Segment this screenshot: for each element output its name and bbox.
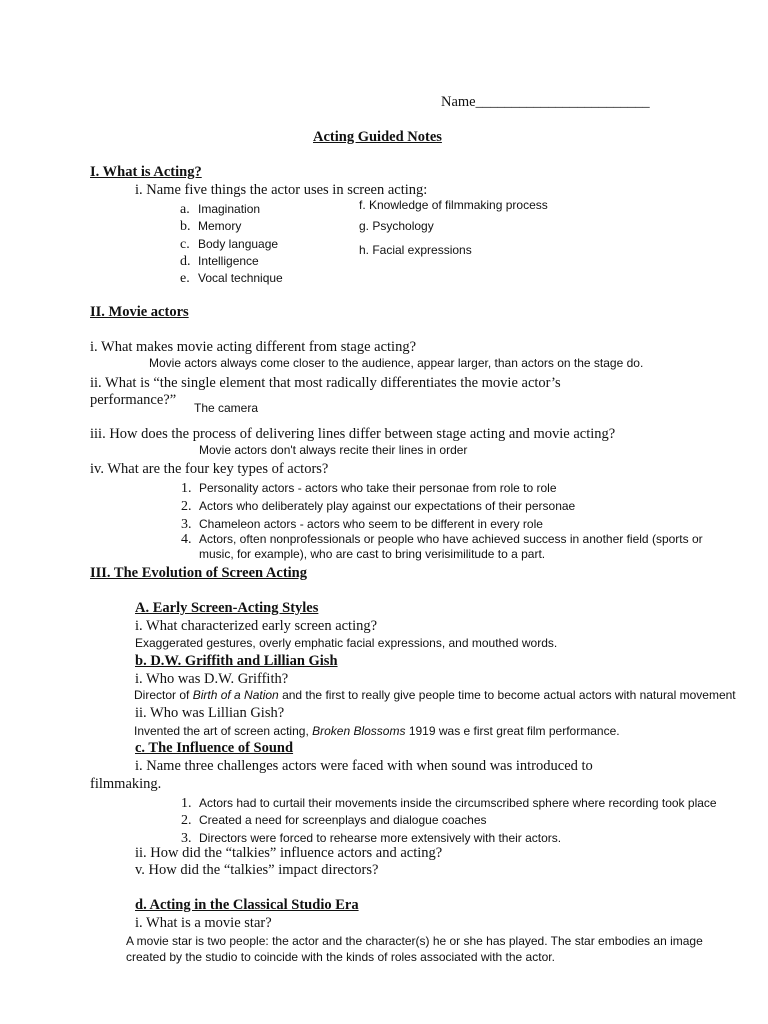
list-marker: 2.	[181, 813, 192, 828]
list-text: Vocal technique	[198, 271, 283, 285]
list-marker: 4.	[181, 532, 192, 547]
question-3d-1: i. What is a movie star?	[135, 915, 272, 931]
film-title: Birth of a Nation	[192, 688, 279, 702]
list-item	[181, 532, 721, 563]
list-item: g. Psychology	[359, 219, 434, 233]
list-marker: e.	[180, 271, 190, 286]
list-marker: a.	[180, 202, 190, 217]
question-2-1: i. What makes movie acting different from stage acting?	[90, 339, 417, 355]
answer-text: Director of	[134, 688, 193, 702]
answer-3b-1	[134, 688, 736, 702]
list-text: Intelligence	[198, 254, 259, 268]
question-3c-1-line2: filmmaking.	[90, 776, 162, 792]
name-field: Name________________________	[441, 94, 650, 110]
list-item	[181, 496, 575, 516]
question-2-2-line2: performance?”	[90, 392, 177, 408]
list-marker: 3.	[181, 517, 192, 532]
list-text: Created a need for screenplays and dialogue coaches	[199, 813, 487, 827]
list-marker: d.	[180, 254, 191, 269]
list-text: Body language	[198, 237, 279, 251]
question-2-4: iv. What are the four key types of actors?	[90, 461, 329, 477]
subsection-heading-b: b. D.W. Griffith and Lillian Gish	[135, 653, 338, 669]
answer-text: Invented the art of screen acting,	[134, 724, 313, 738]
answer-3d-1-line1: A movie star is two people: the actor and the character(s) he or she has played. The star embodies an image	[126, 934, 703, 948]
list-text: Personality actors - actors who take their personae from role to role	[199, 481, 557, 495]
list-text: Imagination	[198, 202, 261, 216]
page-title: Acting Guided Notes	[313, 129, 442, 145]
list-text: Chameleon actors - actors who seem to be different in every role	[199, 517, 543, 531]
answer-3a-1: Exaggerated gestures, overly emphatic facial expressions, and mouthed words.	[135, 636, 558, 650]
question-3a-1: i. What characterized early screen acting?	[135, 618, 378, 634]
section-heading-3: III. The Evolution of Screen Acting	[90, 565, 307, 581]
list-text: Actors who deliberately play against our expectations of their personae	[199, 499, 576, 513]
answer-3b-2	[134, 724, 620, 738]
list-item	[181, 478, 557, 498]
question-3b-2: ii. Who was Lillian Gish?	[135, 705, 285, 721]
subsection-heading-c: c. The Influence of Sound	[135, 740, 294, 756]
question-3c-2: ii. How did the “talkies” influence actors and acting?	[135, 845, 443, 861]
answer-2-1: Movie actors always come closer to the audience, appear larger, than actors on the stage do.	[149, 356, 644, 370]
list-marker: 1.	[181, 481, 192, 496]
answer-2-3: Movie actors don't always recite their lines in order	[199, 443, 468, 457]
list-text: Memory	[198, 219, 242, 233]
section-heading-1: I. What is Acting?	[90, 164, 202, 180]
list-item	[180, 216, 241, 236]
subsection-heading-a: A. Early Screen-Acting Styles	[135, 600, 319, 616]
list-marker: 3.	[181, 831, 192, 846]
question-3b-1: i. Who was D.W. Griffith?	[135, 671, 289, 687]
list-item	[181, 514, 543, 534]
list-item: h. Facial expressions	[359, 243, 472, 257]
list-item: f. Knowledge of filmmaking process	[359, 198, 548, 212]
list-marker: b.	[180, 219, 191, 234]
question-1-1: i. Name five things the actor uses in screen acting:	[135, 182, 428, 198]
answer-text: and the first to really give people time to become actual actors with natural movement	[278, 688, 736, 702]
film-title: Broken Blossoms	[312, 724, 406, 738]
list-item	[181, 810, 487, 830]
list-item	[180, 268, 283, 288]
question-3c-1-line1: i. Name three challenges actors were faced with when sound was introduced to	[135, 758, 593, 774]
section-heading-2: II. Movie actors	[90, 304, 189, 320]
list-marker: c.	[180, 237, 190, 252]
list-marker: 2.	[181, 499, 192, 514]
answer-2-2: The camera	[194, 401, 259, 415]
answer-text: 1919 was e first great film performance.	[405, 724, 620, 738]
list-marker: 1.	[181, 796, 192, 811]
question-2-2-line1: ii. What is “the single element that most radically differentiates the movie actor’s	[90, 375, 561, 391]
list-text: Directors were forced to rehearse more extensively with their actors.	[199, 831, 562, 845]
question-3c-3: v. How did the “talkies” impact directors?	[135, 862, 379, 878]
list-text: Actors had to curtail their movements inside the circumscribed sphere where recording took place	[199, 796, 717, 810]
question-2-3: iii. How does the process of delivering lines differ between stage acting and movie acting?	[90, 426, 616, 442]
answer-3d-1-line2: created by the studio to coincide with the kinds of roles associated with the actor.	[126, 950, 555, 964]
subsection-heading-d: d. Acting in the Classical Studio Era	[135, 897, 359, 913]
list-text: Actors, often nonprofessionals or people who have achieved success in another field (sports or music, for example), who are cast to bring verisimilitude to a part.	[199, 532, 703, 561]
